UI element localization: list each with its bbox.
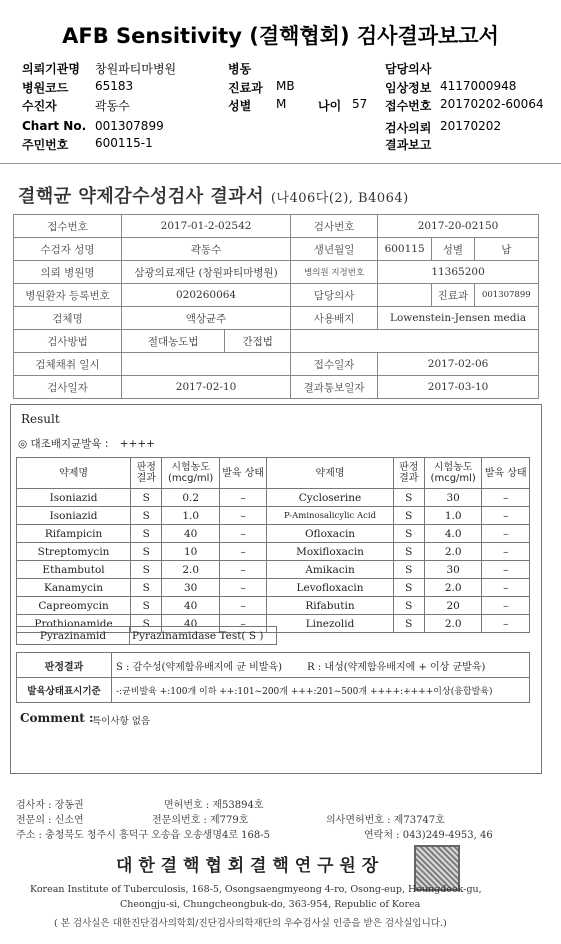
- growth-status: –: [219, 543, 266, 561]
- drug-name: Cycloserine: [267, 489, 393, 507]
- exam-date-value: 2017-02-10: [122, 376, 291, 399]
- comment-value: 특이사항 없음: [92, 716, 151, 727]
- comment-label: Comment :: [20, 711, 94, 725]
- drug-name: Ofloxacin: [267, 525, 393, 543]
- sex-value: M: [276, 97, 287, 111]
- growth-status: –: [482, 561, 530, 579]
- judgment-result: S: [393, 489, 424, 507]
- growth-std-label: 발육상태표시기준: [17, 678, 112, 703]
- clinical-label: 임상정보: [385, 81, 432, 95]
- method-label: 검사방법: [14, 330, 122, 353]
- col-judgment-left: 판정 결과: [131, 458, 162, 489]
- specialist-no: 전문의번호 : 제779호: [152, 815, 249, 826]
- drug-row: [17, 507, 530, 525]
- judgment-result: S: [393, 615, 424, 633]
- growth-status: –: [219, 489, 266, 507]
- receipt-label: 접수번호: [385, 99, 432, 113]
- method-absolute: 절대농도법: [122, 330, 225, 353]
- certification-note: ( 본 검사실은 대한진단검사의학회/진단검사의학재단의 우수검사실 인증을 받은 검사실입니다.): [54, 918, 447, 929]
- drug-name: Prothionamide: [17, 615, 131, 633]
- test-concentration: 2.0: [424, 543, 482, 561]
- test-concentration: 30: [162, 579, 220, 597]
- test-concentration: 2.0: [424, 615, 482, 633]
- growth-status: –: [482, 507, 530, 525]
- examinee-value: 곽동수: [122, 238, 291, 261]
- col-conc-right: 시험농도 (mcg/ml): [424, 458, 482, 489]
- report-title-text: 결핵균 약제감수성검사 결과서: [18, 186, 265, 207]
- growth-status: –: [219, 525, 266, 543]
- institution-value: 창원파티마병원: [95, 62, 177, 76]
- test-concentration: 1.0: [424, 507, 482, 525]
- drug-name: Kanamycin: [17, 579, 131, 597]
- drug-table: [16, 457, 530, 633]
- control-label: ◎ 대조배지균발육 :: [18, 438, 109, 450]
- growth-status: –: [219, 507, 266, 525]
- report-code: (나406다(2), B4064): [270, 191, 409, 206]
- chart-label: Chart No.: [22, 119, 87, 133]
- specimen-value: 액상균주: [122, 307, 291, 330]
- growth-status: –: [482, 597, 530, 615]
- growth-status: –: [482, 543, 530, 561]
- test-concentration: 40: [162, 615, 220, 633]
- col-conc-left: 시험농도 (mcg/ml): [162, 458, 220, 489]
- growth-status: –: [219, 615, 266, 633]
- specialist: 전문의 : 신소연: [16, 815, 84, 826]
- collect-label: 검체채취 일시: [14, 353, 122, 376]
- receipt-no-value: 2017-01-2-02542: [122, 215, 291, 238]
- method-indirect: 간접법: [225, 330, 291, 353]
- recv-date-value: 2017-02-06: [378, 353, 539, 376]
- report-title: [18, 182, 409, 208]
- tester-license: 면허번호 : 제53894호: [164, 800, 264, 811]
- judgment-result: S: [131, 561, 162, 579]
- test-concentration: 40: [162, 597, 220, 615]
- sex-value-2: 남: [474, 238, 538, 261]
- judgment-criteria: [112, 653, 530, 678]
- col-growth-right: 발육 상태: [482, 458, 530, 489]
- resident-label: 주민번호: [22, 138, 69, 152]
- judgment-result: S: [393, 525, 424, 543]
- judgment-result: S: [131, 525, 162, 543]
- growth-status: –: [482, 615, 530, 633]
- growth-status: –: [482, 489, 530, 507]
- specimen-label: 검체명: [14, 307, 122, 330]
- judgment-result: S: [131, 579, 162, 597]
- judgment-result: S: [131, 597, 162, 615]
- hospital-code-label: 병원코드: [22, 81, 69, 95]
- examinee-label: 수검자 성명: [14, 238, 122, 261]
- birth-label: 생년월일: [291, 238, 378, 261]
- judgment-result: S: [393, 597, 424, 615]
- growth-status: –: [219, 597, 266, 615]
- judgment-r: R : 내성(약제함유배지에 + 이상 균발육): [307, 661, 486, 673]
- col-drug-left: 약제명: [17, 458, 131, 489]
- drug-row: [17, 489, 530, 507]
- institution-label: 의뢰기관명: [22, 62, 80, 76]
- test-concentration: 2.0: [424, 579, 482, 597]
- test-concentration: 30: [424, 561, 482, 579]
- judgment-table: [16, 652, 530, 703]
- dept-label: 진료과: [228, 81, 263, 95]
- test-concentration: 40: [162, 525, 220, 543]
- test-concentration: 2.0: [162, 561, 220, 579]
- resident-value: 600115-1: [95, 136, 153, 150]
- request-label: 검사의뢰: [385, 121, 432, 135]
- col-growth-left: 발육 상태: [219, 458, 266, 489]
- drug-name: Levofloxacin: [267, 579, 393, 597]
- test-concentration: 1.0: [162, 507, 220, 525]
- hosp-no-label: 병의원 지정번호: [291, 261, 378, 284]
- drug-name: Amikacin: [267, 561, 393, 579]
- sex-label-2: 성별: [432, 238, 474, 261]
- growth-status: –: [482, 579, 530, 597]
- drug-name: P-Aminosalicylic Acid: [267, 507, 393, 525]
- test-concentration: 30: [424, 489, 482, 507]
- age-label: 나이: [318, 99, 342, 113]
- dept-value: MB: [276, 79, 295, 93]
- info-table: [13, 214, 539, 399]
- address-en-1: Korean Institute of Tuberculosis, 168-5, Osongsaengmyeong 4-ro, Osong-eup, Heungdeok-gu,: [30, 884, 482, 895]
- judgment-result: S: [131, 489, 162, 507]
- collect-value: [122, 353, 291, 376]
- dept-value-2: 001307899: [474, 284, 538, 307]
- drug-row: [17, 543, 530, 561]
- exam-no-label: 검사번호: [291, 215, 378, 238]
- drug-name: Capreomycin: [17, 597, 131, 615]
- judgment-result: S: [131, 615, 162, 633]
- tester: 검사자 : 장동권: [16, 800, 84, 811]
- receipt-value: 20170202-60064: [440, 97, 544, 111]
- doctor-license: 의사면허번호 : 제73747호: [326, 815, 445, 826]
- drug-row: [17, 597, 530, 615]
- notify-label: 결과통보일자: [291, 376, 378, 399]
- judgment-result: S: [131, 507, 162, 525]
- pyrazinamide-label: Pyrazinamid: [17, 627, 130, 645]
- doctor-label-2: 담당의사: [291, 284, 378, 307]
- drug-name: Linezolid: [267, 615, 393, 633]
- report-label: 결과보고: [385, 138, 432, 152]
- drug-name: Rifabutin: [267, 597, 393, 615]
- method-empty: [291, 330, 539, 353]
- sex-label: 성별: [228, 99, 252, 113]
- birth-value: 600115: [378, 238, 432, 261]
- col-drug-right: 약제명: [267, 458, 393, 489]
- recv-date-label: 접수일자: [291, 353, 378, 376]
- drug-name: Ethambutol: [17, 561, 131, 579]
- drug-name: Rifampicin: [17, 525, 131, 543]
- address-en-2: Cheongju-si, Chungcheongbuk-do, 363-954, Republic of Korea: [120, 899, 421, 910]
- divider: [0, 163, 561, 164]
- test-concentration: 10: [162, 543, 220, 561]
- judgment-s: S : 감수성(약제함유배지에 균 비발육): [116, 661, 282, 673]
- growth-std-value: -:균비발육 +:100개 이하 ++:101~200개 +++:201~500개 ++++:++++이상(융합발육): [112, 678, 530, 703]
- drug-name: Streptomycin: [17, 543, 131, 561]
- receipt-no-label: 접수번호: [14, 215, 122, 238]
- dept-label-2: 진료과: [432, 284, 474, 307]
- doctor-label: 담당의사: [385, 62, 432, 76]
- judgment-result: S: [393, 561, 424, 579]
- contact: 연락처 : 043)249-4953, 46: [364, 830, 493, 841]
- drug-row: [17, 579, 530, 597]
- patient-label: 수진자: [22, 99, 57, 113]
- control-value: ++++: [119, 438, 155, 450]
- col-judgment-right: 판정 결과: [393, 458, 424, 489]
- clinical-value: 4117000948: [440, 79, 517, 93]
- notify-value: 2017-03-10: [378, 376, 539, 399]
- request-value: 20170202: [440, 119, 502, 133]
- drug-name: Isoniazid: [17, 489, 131, 507]
- growth-status: –: [219, 579, 266, 597]
- drug-name: Isoniazid: [17, 507, 131, 525]
- reg-no-value: 020260064: [122, 284, 291, 307]
- judgment-result: S: [393, 579, 424, 597]
- age-value: 57: [352, 97, 368, 111]
- doctor-value: [378, 284, 432, 307]
- test-concentration: 0.2: [162, 489, 220, 507]
- test-concentration: 20: [424, 597, 482, 615]
- growth-status: –: [219, 561, 266, 579]
- reg-no-label: 병원환자 등록번호: [14, 284, 122, 307]
- judgment-label: 판정결과: [17, 653, 112, 678]
- drug-name: Moxifloxacin: [267, 543, 393, 561]
- result-label: Result: [21, 412, 60, 426]
- chart-value: 001307899: [95, 119, 164, 133]
- test-concentration: 4.0: [424, 525, 482, 543]
- drug-row: [17, 561, 530, 579]
- organization-name: 대 한 결 핵 협 회 결 핵 연 구 원 장: [116, 856, 379, 876]
- exam-date-label: 검사일자: [14, 376, 122, 399]
- hospital-value: 삼광의료재단 (창원파티마병원): [122, 261, 291, 284]
- judgment-result: S: [393, 507, 424, 525]
- pyrazinamide-row: [16, 626, 277, 645]
- judgment-result: S: [393, 543, 424, 561]
- judgment-result: S: [131, 543, 162, 561]
- exam-no-value: 2017-20-02150: [378, 215, 539, 238]
- hosp-no-value: 11365200: [378, 261, 539, 284]
- medium-value: Lowenstein-Jensen media: [378, 307, 539, 330]
- address: 주소 : 충청북도 청주시 흥덕구 오송읍 오송생명4로 168-5: [16, 830, 271, 841]
- drug-row: [17, 525, 530, 543]
- control-growth: [18, 436, 155, 451]
- patient-value: 곽동수: [95, 99, 130, 113]
- ward-label: 병동: [228, 62, 252, 76]
- pyrazinamide-test: Pyrazinamidase Test( S ): [130, 627, 277, 645]
- hospital-code-value: 65183: [95, 79, 134, 93]
- medium-label: 사용배지: [291, 307, 378, 330]
- growth-status: –: [482, 525, 530, 543]
- hospital-label: 의뢰 병원명: [14, 261, 122, 284]
- page-title: AFB Sensitivity (결핵협회) 검사결과보고서: [62, 24, 499, 48]
